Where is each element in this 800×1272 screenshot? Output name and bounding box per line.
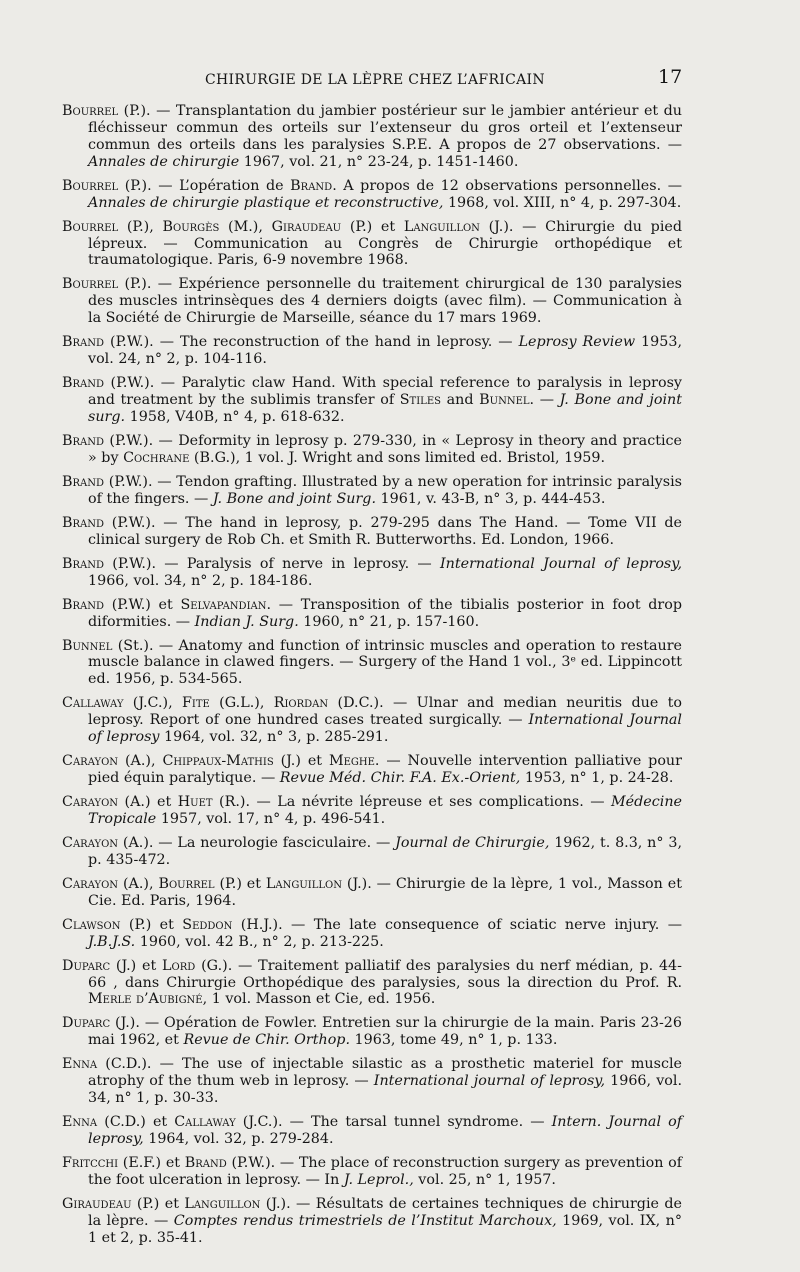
reference-text: (C.D.). — The use of injectable silastic as a prosthetic materiel for muscle atrophy of the thum web in leprosy. — [88,1056,682,1090]
reference-text: vol. 25, n° 1, 1957. [413,1172,556,1188]
reference-text: . — Nouvelle intervention palliative pour pied équin paralytique. — [88,753,682,787]
reference-entry [62,433,682,467]
reference-text: (E.F.) et [118,1155,185,1172]
author-name: Duparc [62,957,111,974]
publication-title: Leprosy Review [518,334,636,351]
reference-entry [62,103,682,171]
author-name: Brand [290,177,333,194]
author-name: Bunnel [62,637,113,654]
reference-text: 1967, vol. 21, n° 23-24, p. 1451-1460. [239,153,519,170]
reference-entry [62,219,682,270]
reference-text: (J.). — Opération de Fowler. Entretien sur la chirurgie de la main. Paris 23-26 mai 1962, et [88,1015,682,1049]
bibliography-list [62,103,682,1254]
reference-entry [62,515,682,549]
publication-title: International Journal of leprosy [88,712,682,746]
reference-text: (P.W.). — Paralytic claw Hand. With special reference to paralysis in leprosy and treatment by the sublimis transfer of [88,375,682,409]
reference-entry [62,794,682,828]
author-name: Callaway [174,1114,236,1131]
reference-text: (P.). — L’opération de [118,177,291,194]
reference-text: (P.) et [131,1196,185,1212]
reference-entry [62,958,682,1009]
author-name: Carayon [62,794,119,811]
author-name: Languillon [184,1196,261,1212]
publication-title: International journal of leprosy, [373,1073,606,1090]
reference-text: (P.W.). — Paralysis of nerve in leprosy. — [104,555,441,572]
reference-entry [62,178,682,212]
author-name: Duparc [62,1015,111,1032]
author-name: Bourrel [158,875,215,892]
publication-title: International Journal of leprosy, [440,555,682,572]
reference-entry [62,695,682,746]
reference-text: (A.) et [118,794,178,811]
reference-entry [62,276,682,327]
reference-text: (M.), [219,218,272,235]
author-name: Brand [62,514,105,531]
author-name: Languillon [403,218,480,235]
publication-title: Intern. Journal of leprosy, [88,1114,682,1148]
reference-text: (P.W.). — The hand in leprosy, p. 279-295 dans The Hand. — Tome VII de clinical surgery de Rob Ch. et Smith R. Butterworths. Ed. London, 1966. [88,514,682,548]
author-name: Enna [62,1114,98,1131]
reference-text: 1968, vol. XIII, n° 4, p. 297-304. [443,194,682,211]
reference-text: (G.). — Traitement palliatif des paralysies du nerf médian, p. 44-66 , dans Chirurgie Orthopédique des paralysies, sous la direction du Prof. R. [88,957,682,991]
reference-text: (A.), [118,875,159,892]
reference-text: (P.), [118,218,163,235]
author-name: Lord [162,957,196,974]
author-name: Bunnel [479,392,530,409]
reference-text: (J.). — Chirurgie de la lèpre, 1 vol., Masson et Cie. Ed. Paris, 1964. [88,875,682,909]
reference-text: 1961, v. 43-B, n° 3, p. 444-453. [375,490,606,507]
reference-text: (C.D.) et [97,1114,175,1131]
reference-text: (A.). — La neurologie fasciculaire. — [118,834,396,851]
reference-entry [62,597,682,631]
reference-text: (P.). — Transplantation du jambier postérieur sur le jambier antérieur et du fléchisseur commun des orteils sur l’extenseur du gros orteil et l’extenseur commun des orteils dans les paralysies S.P.E. A propos de 27 observations. — [88,103,682,153]
reference-text: (P.). — Expérience personnelle du traitement chirurgical de 130 paralysies des muscles intrinsèques des 4 derniers doigts (avec film). — Communication à la Société de Chirurgie de Marseille, séance du 17 mars 1969. [88,276,682,327]
reference-text: 1957, vol. 17, n° 4, p. 496-541. [156,810,386,827]
reference-text: (P.W.) et [104,596,181,613]
reference-text: (D.C.). — Ulnar and median neuritis due to leprosy. Report of one hundred cases treated surgically. — [88,695,682,729]
author-name: Brand [62,473,105,490]
reference-text: 1964, vol. 32, n° 3, p. 285-291. [159,729,389,746]
author-name: Carayon [62,875,119,892]
page-number: 17 [658,66,683,88]
reference-text: 1969, vol. IX, n° 1 et 2, p. 35-41. [88,1212,682,1246]
reference-text: . A propos de 12 observations personnelles. — [332,177,682,194]
author-name: Callaway [62,695,124,712]
author-name: Bourgès [162,218,220,235]
reference-entry [62,1056,682,1107]
reference-entry [62,556,682,590]
author-name: Merle d’Aubigné [88,991,203,1008]
reference-text: (P.) et [341,218,404,235]
reference-entry [62,917,682,951]
author-name: Bourrel [62,103,119,119]
reference-text: 1960, vol. 42 B., n° 2, p. 213-225. [135,933,384,950]
author-name: Brand [184,1155,227,1172]
author-name: Selvapandian [180,596,267,613]
author-name: Brand [62,334,105,351]
reference-entry [62,334,682,368]
author-name: Languillon [265,875,342,892]
publication-title: J. Bone and joint surg. [88,392,683,425]
reference-entry [62,638,682,689]
reference-text: . — Transposition of the tibialis posterior in foot drop diformities. — [88,596,682,630]
reference-entry [62,1155,682,1189]
reference-text: 1953, vol. 24, n° 2, p. 104-116. [88,334,682,368]
reference-text: (P.W.). — Deformity in leprosy p. 279-330, in « Leprosy in theory and practice » by [88,432,682,466]
author-name: Enna [62,1056,98,1073]
reference-entry [62,835,682,869]
reference-text: 1964, vol. 32, p. 279-284. [143,1131,334,1148]
reference-entry [62,1114,682,1148]
author-name: Chippaux-Mathis [162,753,274,770]
publication-title: J. Leprol., [343,1172,414,1188]
publication-title: Médecine Tropicale [88,794,682,827]
reference-text: , 1 vol. Masson et Cie, ed. 1956. [202,991,436,1008]
reference-entry [62,876,682,910]
publication-title: Annales de chirurgie plastique et reconstructive, [88,194,444,211]
author-name: Riordan [273,695,329,712]
publication-title: Revue Méd. Chir. F.A. Ex.-Orient, [279,770,521,787]
reference-entry [62,474,682,508]
reference-text: (J.) et [110,957,163,974]
reference-text: (A.), [118,753,163,770]
reference-text: (B.G.), 1 vol. J. Wright and sons limited ed. Bristol, 1959. [189,449,606,466]
reference-text: (P.W.). — The reconstruction of the hand in leprosy. — [104,334,519,351]
reference-entry [62,1196,682,1247]
reference-entry [62,375,682,426]
author-name: Bourrel [62,218,119,235]
reference-text: (P.) et [214,875,266,892]
author-name: Brand [62,596,105,613]
page-header [0,66,800,96]
author-name: Cochrane [123,449,190,466]
reference-text: (J.C.). — The tarsal tunnel syndrome. — [235,1114,552,1131]
author-name: Meghe [328,753,375,770]
author-name: Giraudeau [62,1196,132,1212]
author-name: Huet [177,794,213,811]
author-name: Clawson [62,916,121,933]
reference-text: (J.). — Chirurgie du pied lépreux. — Communication au Congrès de Chirurgie orthopédique et traumatologique. Paris, 6-9 novembre 1968. [88,218,683,269]
reference-text: (St.). — Anatomy and function of intrinsic muscles and operation to restaure muscle balance in clawed fingers. — Surgery of the Hand 1 vol., 3ᵉ ed. Lippincott ed. 1956, p. 534-565. [88,637,682,688]
reference-text: 1962, t. 8.3, n° 3, p. 435-472. [88,834,682,868]
publication-title: Annales de chirurgie [88,153,240,170]
author-name: Brand [62,555,105,572]
author-name: Fite [182,695,210,712]
reference-text: . — [529,392,560,409]
reference-text: (J.) et [273,753,329,770]
publication-title: J.B.J.S. [88,933,136,950]
author-name: Carayon [62,753,119,770]
author-name: Bourrel [62,276,119,293]
reference-text: (G.L.), [209,695,274,712]
reference-text: and [440,392,480,409]
reference-text: (P.W.). — Tendon grafting. Illustrated by a new operation for intrinsic paralysis of the fingers. — [88,473,682,507]
reference-text: (J.). — Résultats de certaines techniques de chirurgie de la lèpre. — [88,1196,682,1229]
running-head: CHIRURGIE DE LA LÈPRE CHEZ L’AFRICAIN [205,72,545,88]
reference-text: (H.J.). — The late consequence of sciatic nerve injury. — [232,916,682,933]
author-name: Stiles [399,392,441,409]
author-name: Fritcchi [62,1155,119,1172]
reference-entry [62,1015,682,1049]
author-name: Seddon [182,916,233,933]
publication-title: Journal de Chirurgie, [395,834,550,851]
publication-title: Comptes rendus trimestriels de l’Institut Marchoux, [173,1212,557,1229]
publication-title: J. Bone and joint Surg. [212,490,376,507]
reference-text: (P.W.). — The place of reconstruction surgery as prevention of the foot ulceration in leprosy. — In [88,1155,683,1188]
reference-text: (J.C.), [123,695,182,712]
reference-text: 1966, vol. 34, n° 2, p. 184-186. [88,572,313,589]
reference-text: 1966, vol. 34, n° 1, p. 30-33. [88,1073,682,1107]
publication-title: Indian J. Surg. [194,613,299,630]
reference-entry [62,753,682,787]
reference-text: (R.). — La névrite lépreuse et ses complications. — [212,794,612,811]
reference-text: 1963, tome 49, n° 1, p. 133. [350,1032,558,1049]
reference-text: 1960, n° 21, p. 157-160. [298,613,480,630]
author-name: Brand [62,375,105,392]
reference-text: 1953, n° 1, p. 24-28. [520,770,674,787]
publication-title: Revue de Chir. Orthop. [183,1032,350,1049]
reference-text: 1958, V40B, n° 4, p. 618-632. [125,408,345,425]
author-name: Giraudeau [271,218,342,235]
reference-text: (P.) et [120,916,183,933]
author-name: Carayon [62,834,119,851]
author-name: Brand [62,432,105,449]
author-name: Bourrel [62,177,119,194]
